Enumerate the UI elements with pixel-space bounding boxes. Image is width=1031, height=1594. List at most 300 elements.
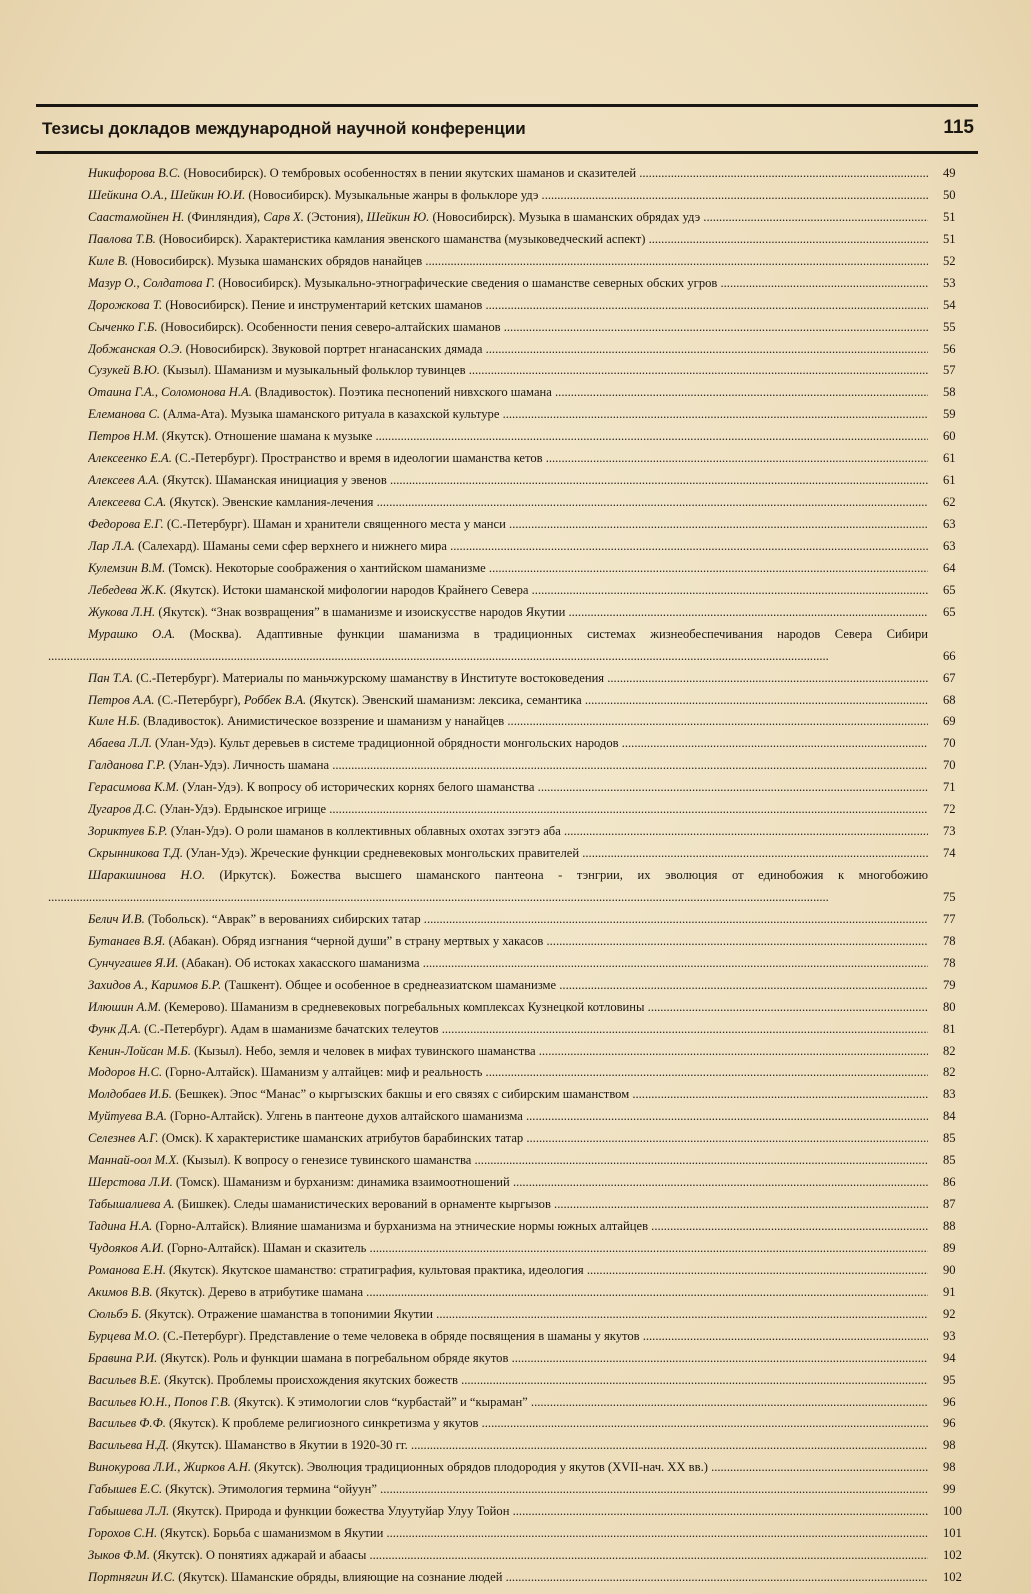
toc-author: Мазур О., Солдатова Г. xyxy=(88,275,216,290)
toc-author: Горохов С.Н. xyxy=(88,1526,158,1541)
toc-page-number: 77 xyxy=(943,911,956,926)
toc-author: Жукова Л.Н. xyxy=(88,604,156,619)
toc-title: (Ташкент). Общее и особенное в среднеазиатском шаманизме xyxy=(221,977,557,992)
toc-title: (Владивосток). Анимистическое воззрение и шаманизм у нанайцев xyxy=(140,714,505,729)
toc-author: Киле В. xyxy=(88,253,129,268)
toc-title: (Улан-Удэ). Личность шамана xyxy=(165,758,330,773)
toc-title: (Горно-Алтайск). Шаманизм у алтайцев: миф и реальность xyxy=(162,1065,483,1080)
toc-entry xyxy=(48,229,968,251)
toc-title: (Якутск). Этимология термина “ойуун” xyxy=(162,1482,377,1497)
toc-title: (Москва). Адаптивные функции шаманизма в традиционных системах жизнеобеспечивания народов Севера Сибири xyxy=(175,626,928,641)
toc-entry xyxy=(48,1545,968,1567)
toc-author: Васильев Ю.Н., Попов Г.В. xyxy=(88,1394,231,1409)
toc-page-number: 53 xyxy=(943,275,956,290)
toc-entry-text xyxy=(88,1150,928,1172)
toc-entry xyxy=(48,799,968,821)
table-of-contents xyxy=(48,163,968,1589)
toc-entry xyxy=(48,1238,968,1260)
toc-entry xyxy=(48,1392,968,1414)
toc-title: (Бешкек). Эпос “Манас” о кыргызских бакшы и его связях с сибирским шаманством xyxy=(171,1087,630,1102)
toc-entry-text xyxy=(88,1479,928,1501)
toc-entry xyxy=(48,777,968,799)
toc-entry xyxy=(48,492,968,514)
toc-page-number: 83 xyxy=(943,1087,956,1102)
toc-entry-text xyxy=(88,1084,928,1106)
toc-title: (Якутск). К проблеме религиозного синкретизма у якутов xyxy=(165,1416,479,1431)
toc-author: Муйтуева В.А. xyxy=(88,1109,167,1124)
toc-entry-text xyxy=(88,1567,928,1589)
toc-entry-text xyxy=(88,580,928,602)
toc-title: (Новосибирск). Музыкально-этнографические сведения о шаманстве северных обских угров xyxy=(215,275,718,290)
toc-entry xyxy=(48,1128,968,1150)
toc-author: Дорожкова Т. xyxy=(88,297,163,312)
toc-title: (Омск). К характеристике шаманских атрибутов барабинских татар xyxy=(158,1131,524,1146)
toc-title: (Кызыл). Шаманизм и музыкальный фольклор тувинцев xyxy=(159,363,466,378)
toc-entry-text xyxy=(88,185,928,207)
toc-author: Васильев В.Е. xyxy=(88,1372,161,1387)
toc-entry-text xyxy=(88,821,928,843)
toc-page-number: 56 xyxy=(943,341,956,356)
toc-author: Шейкин Ю. xyxy=(366,209,430,224)
toc-title: (Новосибирск). Музыка в шаманских обрядах удэ xyxy=(429,209,701,224)
toc-title: (Якутск). Дерево в атрибутике шамана xyxy=(152,1284,364,1299)
toc-entry xyxy=(48,185,968,207)
toc-author: Шейкина О.А., Шейкин Ю.И. xyxy=(88,187,246,202)
toc-page-number: 50 xyxy=(943,187,956,202)
toc-title: (Якутск). Природа и функции божества Улуутуйар Улуу Тойон xyxy=(169,1504,510,1519)
toc-entry-text xyxy=(88,470,928,492)
toc-entry-text xyxy=(88,953,928,975)
toc-author: Герасимова К.М. xyxy=(88,780,180,795)
toc-entry xyxy=(48,711,968,733)
toc-title: (Якутск). Якутское шаманство: стратиграфия, культовая практика, идеология xyxy=(165,1262,584,1277)
toc-title: (Томск). Некоторые соображения о хантийском шаманизме xyxy=(165,560,486,575)
toc-entry-text xyxy=(88,1523,928,1545)
toc-entry xyxy=(48,821,968,843)
toc-entry xyxy=(48,1567,968,1589)
toc-title: (Якутск). Шаманство в Якутии в 1920-30 гг. xyxy=(168,1438,408,1453)
toc-entry xyxy=(48,1216,968,1238)
toc-entry xyxy=(48,1457,968,1479)
toc-entry-text xyxy=(88,558,928,580)
toc-title: (Улан-Удэ). Жреческие функции средневековых монгольских правителей xyxy=(182,846,580,861)
toc-title: (Улан-Удэ). Ердынское игрище xyxy=(156,802,327,817)
toc-title: (С.-Петербург). Шаман и хранители священного места у манси xyxy=(163,517,506,531)
toc-page-number: 75 xyxy=(943,889,956,904)
toc-author: Зыков Ф.М. xyxy=(88,1548,151,1563)
toc-page-number: 67 xyxy=(943,670,956,685)
toc-author: Бравина Р.И. xyxy=(88,1350,158,1365)
toc-author: Чудояков А.И. xyxy=(88,1240,164,1255)
toc-author: Пан Т.А. xyxy=(88,670,133,685)
leader-dots xyxy=(48,890,829,904)
toc-entry xyxy=(48,360,968,382)
toc-entry xyxy=(48,448,968,470)
running-header-title: Тезисы докладов международной научной конференции xyxy=(42,119,526,138)
toc-page-number: 95 xyxy=(943,1372,956,1387)
toc-entry-text xyxy=(88,1348,928,1370)
toc-page-number: 98 xyxy=(943,1460,956,1475)
toc-entry-text xyxy=(88,733,928,755)
toc-author: Портнягин И.С. xyxy=(88,1570,176,1585)
toc-entry xyxy=(48,843,968,865)
toc-title: (Якутск). Эвенский шаманизм: лексика, семантика xyxy=(306,692,582,707)
toc-page-number: 73 xyxy=(943,824,956,839)
toc-entry-text xyxy=(88,755,928,777)
toc-author: Абаева Л.Л. xyxy=(88,736,152,751)
toc-author: Сузукей В.Ю. xyxy=(88,363,160,378)
toc-author: Зориктуев Б.Р. xyxy=(88,824,168,839)
toc-entry-text xyxy=(88,1041,928,1063)
toc-entry-text xyxy=(88,404,928,426)
toc-title: (Кызыл). К вопросу о генезисе тувинского шаманства xyxy=(179,1153,472,1168)
toc-title: (Новосибирск). Особенности пения северо-алтайских шаманов xyxy=(157,319,501,334)
toc-page-number: 51 xyxy=(943,231,956,246)
toc-author: Алексеенко Е.А. xyxy=(88,451,172,466)
toc-entry xyxy=(48,1062,968,1084)
toc-author: Винокурова Л.И., Жирков А.Н. xyxy=(88,1460,252,1475)
toc-entry xyxy=(48,317,968,339)
toc-entry xyxy=(48,1413,968,1435)
toc-entry xyxy=(48,1348,968,1370)
toc-author: Добжанская О.Э. xyxy=(88,341,183,356)
toc-page-number: 63 xyxy=(943,538,956,553)
toc-entry-text xyxy=(88,1260,928,1282)
toc-entry xyxy=(48,273,968,295)
toc-entry xyxy=(48,1435,968,1457)
toc-entry xyxy=(48,1501,968,1523)
toc-page-number: 92 xyxy=(943,1306,956,1321)
toc-author: Петров А.А. xyxy=(88,692,155,707)
toc-author: Функ Д.А. xyxy=(88,1021,142,1036)
toc-author: Илюшин А.М. xyxy=(88,999,162,1014)
toc-page-number: 96 xyxy=(943,1394,956,1409)
toc-entry-text xyxy=(88,360,928,382)
toc-entry xyxy=(48,668,968,690)
toc-entry xyxy=(48,1304,968,1326)
toc-author: Табышалиева А. xyxy=(88,1197,175,1212)
toc-title: (Якутск). Роль и функции шамана в погребальном обряде якутов xyxy=(157,1350,509,1365)
toc-title: (С.-Петербург). Пространство и время в идеологии шаманства кетов xyxy=(171,451,543,466)
toc-page-number: 64 xyxy=(943,560,956,575)
toc-entry xyxy=(48,1150,968,1172)
toc-title: (Якутск). Отражение шаманства в топонимии Якутии xyxy=(141,1306,434,1321)
toc-entry-text xyxy=(88,317,928,339)
toc-entry xyxy=(48,602,968,624)
toc-entry-text xyxy=(88,492,928,514)
toc-entry-text xyxy=(88,382,928,404)
toc-author: Сарв Х. xyxy=(263,209,304,224)
toc-author: Габышева Л.Л. xyxy=(88,1504,170,1519)
toc-entry xyxy=(48,909,968,931)
toc-page-number: 101 xyxy=(943,1526,962,1541)
toc-entry-text xyxy=(88,1194,928,1216)
toc-page-number: 82 xyxy=(943,1043,956,1058)
toc-author: Габышев Е.С. xyxy=(88,1482,163,1497)
toc-page-number: 79 xyxy=(943,977,956,992)
toc-entry-text xyxy=(88,1304,928,1326)
toc-page-number: 80 xyxy=(943,999,956,1014)
toc-entry xyxy=(48,1172,968,1194)
toc-title: (Якутск). К этимологии слов “курбастай” и “кыраман” xyxy=(230,1394,528,1409)
toc-entry xyxy=(48,251,968,273)
toc-title: (Тобольск). “Аврак” в верованиях сибирских татар xyxy=(144,911,421,926)
toc-title: (Горно-Алтайск). Влияние шаманизма и бурханизма на этнические нормы южных алтайцев xyxy=(152,1219,649,1234)
toc-entry-text xyxy=(88,514,928,536)
toc-author: Галданова Г.Р. xyxy=(88,758,166,773)
toc-entry xyxy=(48,580,968,602)
toc-entry xyxy=(48,1041,968,1063)
toc-entry-text xyxy=(88,1392,928,1414)
toc-page-number: 58 xyxy=(943,385,956,400)
running-header-page-number: 115 xyxy=(943,117,974,138)
toc-title: (Иркутск). Божества высшего шаманского пантеона - тэнгрии, их эволюция от единобожия к многобожию xyxy=(204,868,928,883)
toc-entry-text xyxy=(88,1172,928,1194)
toc-title: (Владивосток). Поэтика песнопений нивхского шамана xyxy=(251,385,552,400)
toc-entry-text xyxy=(88,1106,928,1128)
toc-title: (Якутск). Эволюция традиционных обрядов плодородия у якутов (XVII-нач. XX вв.) xyxy=(251,1460,708,1475)
toc-entry-text xyxy=(88,229,928,251)
toc-entry-text xyxy=(88,975,928,997)
toc-page-number: 85 xyxy=(943,1131,956,1146)
toc-page-number: 89 xyxy=(943,1240,956,1255)
toc-author: Молдобаев И.Б. xyxy=(88,1087,172,1102)
toc-author: Лар Л.А. xyxy=(88,538,135,553)
toc-title: (Эстония), xyxy=(303,209,367,224)
toc-page-number: 90 xyxy=(943,1262,956,1277)
toc-author: Селезнев А.Г. xyxy=(88,1131,159,1146)
toc-author: Кенин-Лойсан М.Б. xyxy=(88,1043,191,1058)
toc-title: (Горно-Алтайск). Улгень в пантеоне духов алтайского шаманизма xyxy=(166,1109,523,1124)
toc-entry xyxy=(48,514,968,536)
toc-title: (Алма-Ата). Музыка шаманского ритуала в казахской культуре xyxy=(160,407,500,422)
toc-author: Киле Н.Б. xyxy=(88,714,141,729)
toc-entry xyxy=(48,382,968,404)
toc-author: Сыченко Г.Б. xyxy=(88,319,158,334)
toc-page-number: 93 xyxy=(943,1328,956,1343)
toc-entry-text xyxy=(88,207,928,229)
toc-page-number: 85 xyxy=(943,1153,956,1168)
toc-entry-text xyxy=(88,163,928,185)
toc-entry xyxy=(48,1084,968,1106)
toc-entry xyxy=(48,1370,968,1392)
toc-page-number: 70 xyxy=(943,736,956,751)
toc-entry-text xyxy=(88,1545,928,1567)
toc-author: Мурашко О.А. xyxy=(88,626,176,641)
toc-entry-text xyxy=(88,295,928,317)
toc-entry-text xyxy=(88,1370,928,1392)
toc-title: (С.-Петербург). Материалы по маньчжурскому шаманству в Институте востоковедения xyxy=(133,670,605,685)
toc-page-number: 91 xyxy=(943,1284,956,1299)
toc-entry-text xyxy=(88,668,928,690)
toc-title: (Улан-Удэ). К вопросу об исторических корнях белого шаманства xyxy=(179,780,535,795)
toc-page-number: 54 xyxy=(943,297,956,312)
toc-author: Лебедева Ж.К. xyxy=(88,582,167,597)
toc-page-number: 68 xyxy=(943,692,956,707)
toc-entry-text xyxy=(88,1238,928,1260)
toc-title: (Якутск). Эвенские камлания-лечения xyxy=(166,495,374,510)
toc-page-number: 63 xyxy=(943,517,956,531)
toc-page-number: 78 xyxy=(943,933,956,948)
running-header xyxy=(36,104,978,154)
toc-page-number: 69 xyxy=(943,714,956,729)
toc-entry xyxy=(48,207,968,229)
toc-entry-text xyxy=(88,251,928,273)
toc-author: Петров Н.М. xyxy=(88,429,159,444)
toc-entry xyxy=(48,1019,968,1041)
toc-page-number: 84 xyxy=(943,1109,956,1124)
toc-title: (С.-Петербург), xyxy=(154,692,244,707)
toc-page-number: 81 xyxy=(943,1021,956,1036)
toc-page-number: 94 xyxy=(943,1350,956,1365)
toc-page-number: 99 xyxy=(943,1482,956,1497)
toc-page-number: 102 xyxy=(943,1548,962,1563)
toc-author: Акимов В.В. xyxy=(88,1284,153,1299)
toc-author: Елеманова С. xyxy=(88,407,161,422)
toc-title: (Новосибирск). Звуковой портрет нганасанских дямада xyxy=(182,341,483,356)
toc-author: Федорова Е.Г. xyxy=(88,517,164,531)
toc-page-number: 86 xyxy=(943,1175,956,1190)
toc-entry-text xyxy=(88,1062,928,1084)
toc-entry xyxy=(48,1326,968,1348)
toc-entry-text xyxy=(88,711,928,733)
toc-entry-text xyxy=(88,997,928,1019)
toc-page-number: 87 xyxy=(943,1197,956,1212)
toc-entry xyxy=(48,624,968,668)
toc-entry xyxy=(48,1282,968,1304)
toc-title: (Новосибирск). Музыка шаманских обрядов нанайцев xyxy=(128,253,423,268)
leader-dots xyxy=(48,649,829,663)
toc-author: Модоров Н.С. xyxy=(88,1065,163,1080)
toc-entry xyxy=(48,1260,968,1282)
toc-title: (Финляндия), xyxy=(184,209,264,224)
toc-page-number: 66 xyxy=(943,648,956,663)
toc-page-number: 62 xyxy=(943,495,956,510)
toc-title: (Абакан). Об истоках хакасского шаманизма xyxy=(178,955,420,970)
toc-title: (Улан-Удэ). О роли шаманов в коллективных облавных охотах зэгэтэ аба xyxy=(167,824,561,839)
toc-author: Роббек В.А. xyxy=(243,692,307,707)
toc-entry-text xyxy=(88,1128,928,1150)
toc-entry-text xyxy=(88,1019,928,1041)
toc-page-number: 100 xyxy=(943,1504,962,1519)
toc-title: (Кызыл). Небо, земля и человек в мифах тувинского шаманства xyxy=(190,1043,536,1058)
toc-entry xyxy=(48,931,968,953)
toc-entry xyxy=(48,1106,968,1128)
toc-title: (Якутск). О понятиях аджарай и абаасы xyxy=(150,1548,367,1563)
toc-page-number: 102 xyxy=(943,1570,962,1585)
toc-page-number: 61 xyxy=(943,473,956,488)
toc-page-number: 61 xyxy=(943,451,956,466)
toc-entry-text xyxy=(88,602,928,624)
toc-author: Тадина Н.А. xyxy=(88,1219,153,1234)
toc-title: (Горно-Алтайск). Шаман и сказитель xyxy=(164,1240,367,1255)
toc-title: (Якутск). Шаманская инициация у эвенов xyxy=(159,473,387,488)
toc-title: (Новосибирск). Характеристика камлания эвенского шаманства (музыковедческий аспект) xyxy=(155,231,646,246)
toc-title: (Бишкек). Следы шаманистических верований в орнаменте кыргызов xyxy=(174,1197,551,1212)
toc-author: Алексеева С.А. xyxy=(88,495,167,510)
toc-entry xyxy=(48,1523,968,1545)
toc-entry-text xyxy=(88,448,928,470)
toc-title: (Якутск). Борьба с шаманизмом в Якутии xyxy=(157,1526,384,1541)
toc-title: (Новосибирск). Музыкальные жанры в фольклоре удэ xyxy=(245,187,539,202)
toc-entry xyxy=(48,426,968,448)
toc-entry-text xyxy=(88,909,928,931)
toc-entry xyxy=(48,690,968,712)
toc-page-number: 59 xyxy=(943,407,956,422)
toc-entry xyxy=(48,1479,968,1501)
toc-entry xyxy=(48,1194,968,1216)
toc-entry-text xyxy=(88,690,928,712)
toc-entry-text xyxy=(48,624,928,668)
toc-entry-text xyxy=(88,339,928,361)
toc-page-number: 70 xyxy=(943,758,956,773)
toc-entry xyxy=(48,975,968,997)
toc-page-number: 60 xyxy=(943,429,956,444)
toc-author: Алексеев А.А. xyxy=(88,473,160,488)
toc-page-number: 71 xyxy=(943,780,956,795)
toc-entry-text xyxy=(88,777,928,799)
toc-entry-text xyxy=(88,536,928,558)
toc-page-number: 96 xyxy=(943,1416,956,1431)
toc-title: (Якутск). “Знак возвращения” в шаманизме и изоискусстве народов Якутии xyxy=(155,604,566,619)
toc-page-number: 51 xyxy=(943,209,956,224)
toc-page-number: 49 xyxy=(943,166,956,180)
toc-author: Павлова Т.В. xyxy=(88,231,156,246)
toc-author: Саастамойнен Н. xyxy=(88,209,185,224)
toc-title: (Новосибирск). Пение и инструментарий кетских шаманов xyxy=(162,297,483,312)
toc-page-number: 74 xyxy=(943,846,956,861)
toc-page-number: 65 xyxy=(943,582,956,597)
toc-title: (Томск). Шаманизм и бурханизм: динамика взаимоотношений xyxy=(172,1175,510,1190)
toc-author: Отаина Г.А., Соломонова Н.А. xyxy=(88,385,252,400)
toc-author: Сюльбэ Б. xyxy=(88,1306,142,1321)
toc-author: Шаракшинова Н.О. xyxy=(88,868,205,883)
toc-entry-text xyxy=(88,273,928,295)
toc-page-number: 65 xyxy=(943,604,956,619)
toc-entry-text xyxy=(88,1435,928,1457)
toc-page-number: 88 xyxy=(943,1219,956,1234)
toc-author: Сунчугашев Я.И. xyxy=(88,955,179,970)
toc-entry-text xyxy=(88,799,928,821)
toc-title: (Якутск). Проблемы происхождения якутских божеств xyxy=(161,1372,458,1387)
toc-entry xyxy=(48,558,968,580)
toc-author: Никифорова В.С. xyxy=(88,166,181,180)
toc-entry-text xyxy=(88,1326,928,1348)
toc-entry xyxy=(48,997,968,1019)
toc-author: Белич И.В. xyxy=(88,911,145,926)
toc-author: Романова Е.Н. xyxy=(88,1262,166,1277)
toc-author: Бутанаев В.Я. xyxy=(88,933,166,948)
toc-title: (С.-Петербург). Адам в шаманизме бачатских телеутов xyxy=(141,1021,439,1036)
toc-entry-text xyxy=(88,1457,928,1479)
toc-entry xyxy=(48,163,968,185)
toc-entry xyxy=(48,339,968,361)
toc-page-number: 98 xyxy=(943,1438,956,1453)
toc-author: Шерстова Л.И. xyxy=(88,1175,173,1190)
toc-title: (Улан-Удэ). Культ деревьев в системе традиционной обрядности монгольских народов xyxy=(151,736,619,751)
toc-title: (Салехард). Шаманы семи сфер верхнего и нижнего мира xyxy=(134,538,447,553)
toc-title: (Кемерово). Шаманизм в средневековых погребальных комплексах Кузнецкой котловины xyxy=(161,999,645,1014)
toc-title: (Якутск). Отношение шамана к музыке xyxy=(158,429,373,444)
toc-entry-text xyxy=(88,843,928,865)
toc-page-number: 82 xyxy=(943,1065,956,1080)
toc-author: Бурцева М.О. xyxy=(88,1328,160,1343)
toc-entry xyxy=(48,536,968,558)
toc-entry-text xyxy=(88,1216,928,1238)
toc-author: Кулемзин В.М. xyxy=(88,560,166,575)
toc-entry-text xyxy=(88,1282,928,1304)
toc-page-number: 57 xyxy=(943,363,956,378)
